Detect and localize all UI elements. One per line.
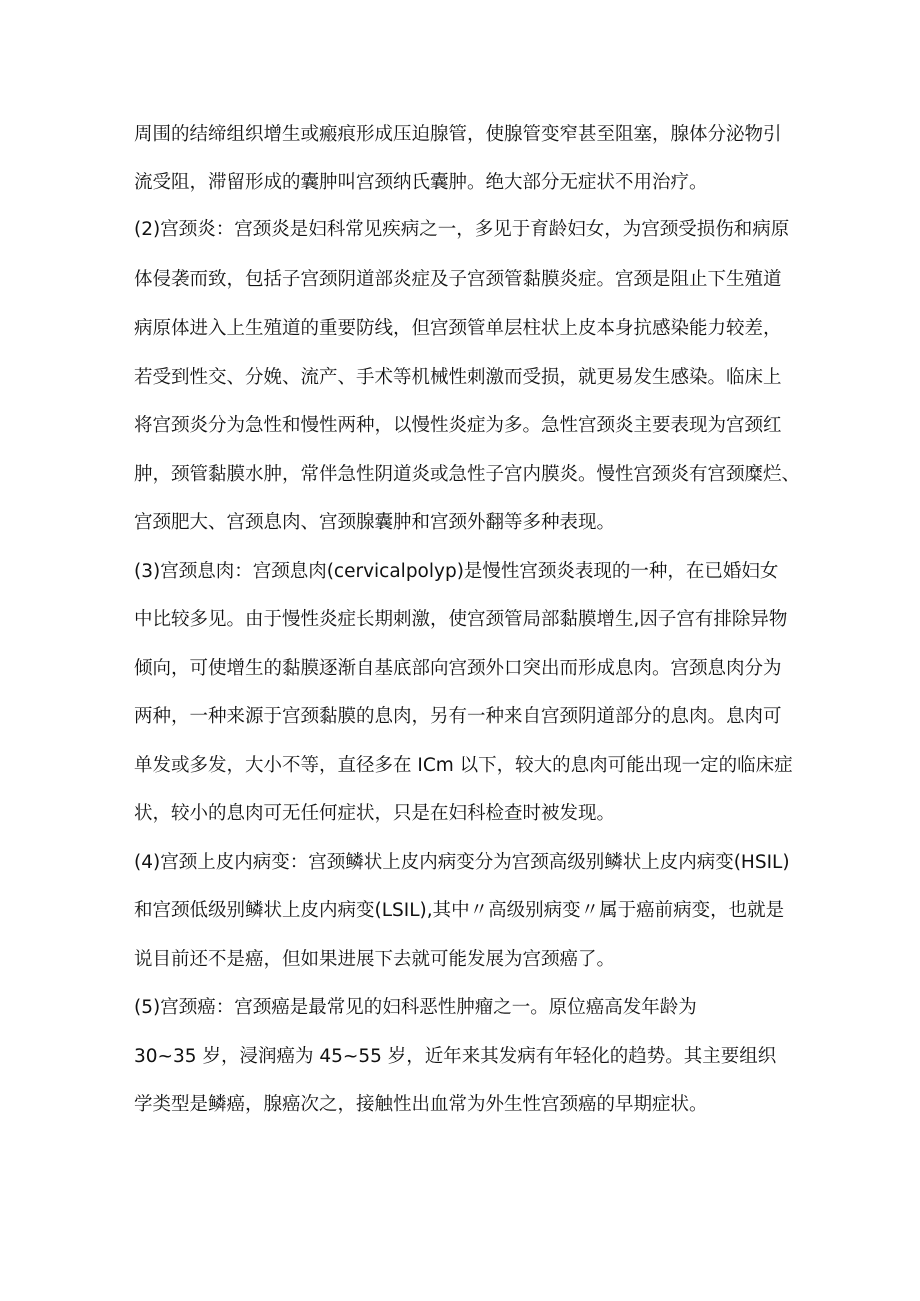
text-line: 流受阻，滞留形成的囊肿叫宫颈纳氏囊肿。绝大部分无症状不用治疗。: [134, 172, 708, 193]
text-line: 中比较多见。由于慢性炎症长期刺激，使宫颈管局部黏膜增生,因子宫有排除异物: [134, 609, 788, 630]
paragraph-4-heading-line: (4)宫颈上皮内病变：宫颈鳞状上皮内病变分为宫颈高级别鳞状上皮内病变(HSIL): [134, 852, 790, 873]
text-line: 两种，一种来源于宫颈黏膜的息肉，另有一种来自宫颈阴道部分的息肉。息肉可: [134, 706, 782, 727]
text-line: 体侵袭而致，包括子宫颈阴道部炎症及子宫颈管黏膜炎症。宫颈是阻止下生殖道: [134, 269, 782, 290]
text-line: 倾向，可使增生的黏膜逐渐自基底部向宫颈外口突出而形成息肉。宫颈息肉分为: [134, 658, 782, 679]
text-line: 肿，颈管黏膜水肿，常伴急性阴道炎或急性子宫内膜炎。慢性宫颈炎有宫颈糜烂、: [134, 464, 801, 485]
text-line: 单发或多发，大小不等，直径多在 ICm 以下，较大的息肉可能出现一定的临床症: [134, 755, 793, 776]
text-line: 和宫颈低级别鳞状上皮内病变(LSIL),其中〃高级别病变〃属于癌前病变，也就是: [134, 900, 785, 921]
text-line: 周围的结缔组织增生或瘢痕形成压迫腺管，使腺管变窄甚至阻塞，腺体分泌物引: [134, 124, 782, 145]
text-line: 病原体进入上生殖道的重要防线，但宫颈管单层柱状上皮本身抗感染能力较差，: [134, 318, 782, 339]
text-line: 宫颈肥大、宫颈息肉、宫颈腺囊肿和宫颈外翻等多种表现。: [134, 512, 616, 533]
paragraph-3-heading-line: (3)宫颈息肉：宫颈息肉(cervicalpolyp)是慢性宫颈炎表现的一种，在已婚妇女: [134, 561, 779, 582]
paragraph-2-heading-line: (2)宫颈炎：宫颈炎是妇科常见疾病之一，多见于育龄妇女，为宫颈受损伤和病原: [134, 219, 790, 240]
text-line: 若受到性交、分娩、流产、手术等机械性刺激而受损，就更易发生感染。临床上: [134, 367, 782, 388]
text-line: 状，较小的息肉可无任何症状，只是在妇科检查时被发现。: [134, 803, 616, 824]
paragraph-5-heading-line: (5)宫颈癌：宫颈癌是最常见的妇科恶性肿瘤之一。原位癌高发年龄为: [134, 997, 697, 1018]
text-line: 学类型是鳞癌，腺癌次之，接触性出血常为外生性宫颈癌的早期症状。: [134, 1094, 708, 1115]
text-line: 说目前还不是癌，但如果进展下去就可能发展为宫颈癌了。: [134, 949, 616, 970]
text-line: 30~35 岁，浸润癌为 45~55 岁，近年来其发病有年轻化的趋势。其主要组织: [134, 1046, 777, 1067]
text-line: 将宫颈炎分为急性和慢性两种，以慢性炎症为多。急性宫颈炎主要表现为宫颈红: [134, 415, 782, 436]
